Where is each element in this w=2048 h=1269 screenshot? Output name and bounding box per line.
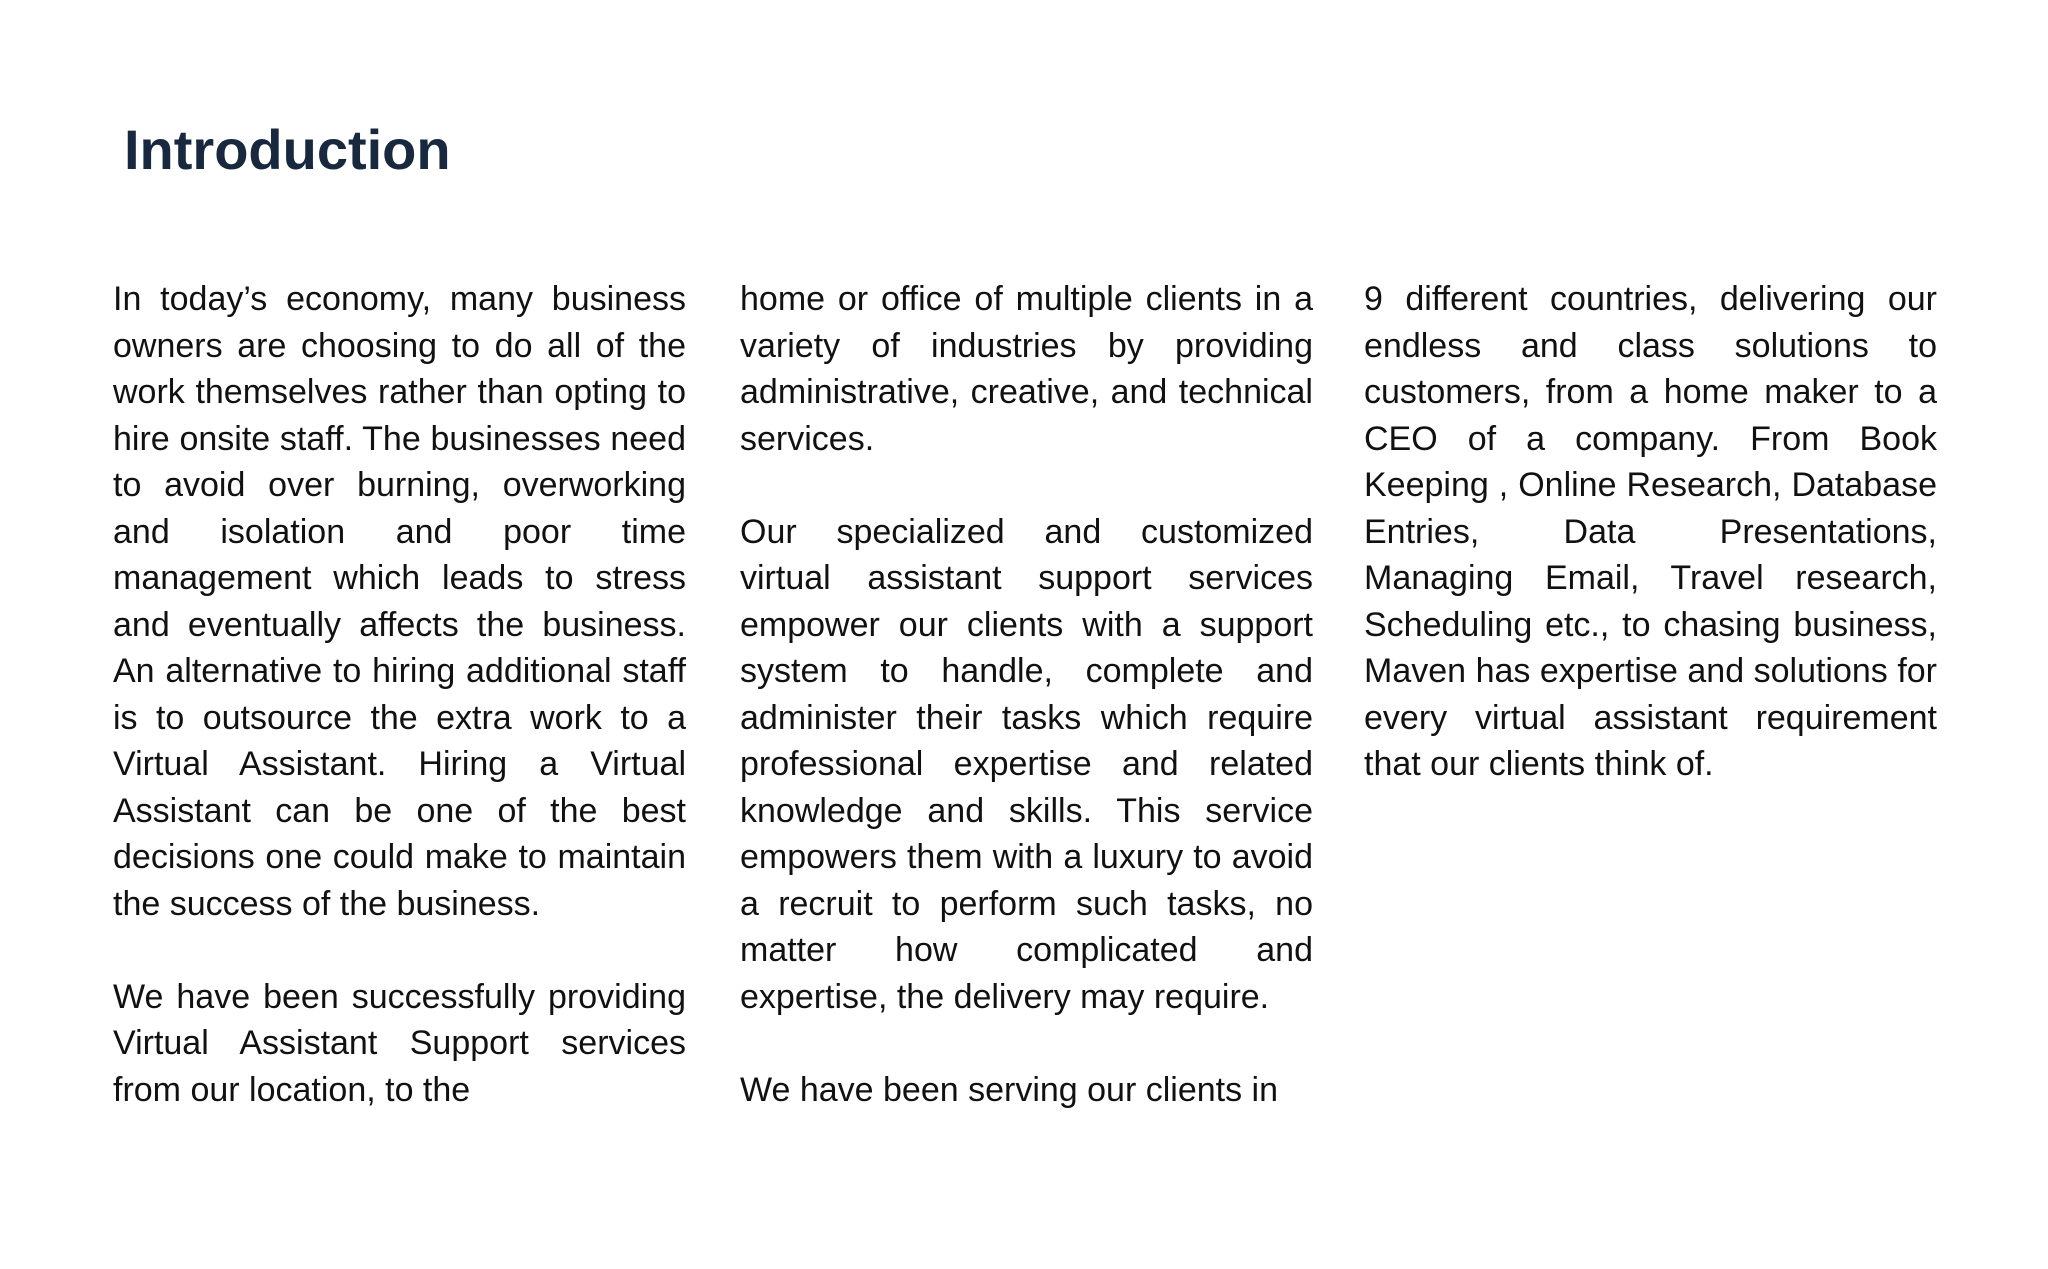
paragraph: home or office of multiple clients in a variety of industries by providing administrative, creative, and technical services.	[740, 280, 1313, 458]
text-column-1	[113, 276, 686, 1113]
paragraph: We have been serving our clients in	[740, 1070, 1279, 1109]
paragraph: We have been successfully providing Virtual Assistant Support services from our location, to the	[113, 977, 686, 1109]
text-column-3	[1364, 276, 1937, 788]
page-title: Introduction	[124, 118, 451, 181]
paragraph: In today’s economy, many business owners are choosing to do all of the work themselves rather than opting to hire onsite staff. The businesses need to avoid over burning, overworking and isolation and poor time management which leads to stress and eventually affects the business. An alternative to hiring additional staff is to outsource the extra work to a Virtual Assistant. Hiring a Virtual Assistant can be one of the best decisions one could make to maintain the success of the business.	[113, 280, 686, 923]
text-column-2	[740, 276, 1313, 1113]
paragraph: 9 different countries, delivering our endless and class solutions to customers, from a home maker to a CEO of a company. From Book Keeping , Online Research, Database Entries, Data Presentations, Managing Email, Travel research, Scheduling etc., to chasing business, Maven has expertise and solutions for every virtual assistant requirement that our clients think of.	[1364, 280, 1937, 783]
paragraph: Our specialized and customized virtual assistant support services empower our clients with a support system to handle, complete and administer their tasks which require professional expertise and related knowledge and skills. This service empowers them with a luxury to avoid a recruit to perform such tasks, no matter how complicated and expertise, the delivery may require.	[740, 512, 1313, 1016]
